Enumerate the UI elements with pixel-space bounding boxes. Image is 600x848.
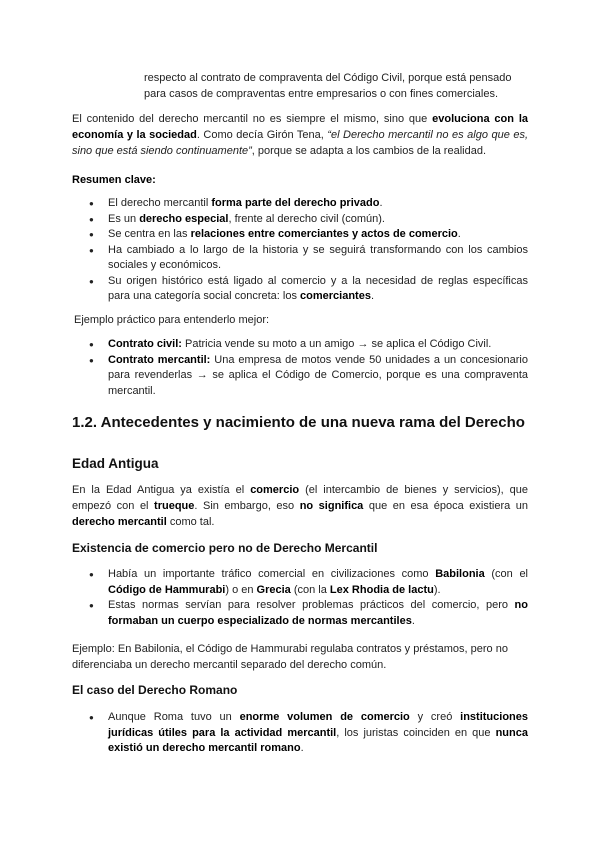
intro-line-2: para casos de compraventas entre empresarios o con fines comerciales. — [144, 88, 499, 100]
example-item-mercantil: ● Contrato mercantil: Una empresa de motos vende 50 unidades a un concesionario para revenderlas → se aplica el Código de Comercio, porque es una compraventa mercantil. — [72, 353, 528, 400]
giron-tena-quote: “el Derecho mercantil no es algo que es, sino que está siendo continuamente” — [72, 129, 528, 157]
summary-heading: Resumen clave: — [72, 174, 156, 186]
intro-line-1: respecto al contrato de compraventa del Código Civil, porque está pensado — [144, 72, 512, 84]
summary-item: ● Es un derecho especial, frente al derecho civil (común). — [72, 212, 528, 228]
evolution-paragraph — [72, 111, 528, 159]
example-item-civil: ● Contrato civil: Patricia vende su moto a un amigo → se aplica el Código Civil. — [72, 337, 528, 353]
evolution-text-3: , porque se adapta a los cambios de la realidad. — [251, 145, 487, 157]
subsection-title: Edad Antigua — [72, 456, 159, 471]
commerce-item: ● Estas normas servían para resolver problemas prácticos del comercio, pero no formaban un cuerpo especializado de normas mercantiles. — [72, 598, 528, 629]
example-list — [72, 337, 528, 399]
commerce-heading: Existencia de comercio pero no de Derecho Mercantil — [72, 541, 378, 555]
edad-antigua-paragraph: En la Edad Antigua ya existía el comercio (el intercambio de bienes y servicios), que empezó con el trueque. Sin embargo, eso no significa que en esa época existiera un derecho mercantil como tal. — [72, 484, 529, 528]
summary-item: ● El derecho mercantil forma parte del derecho privado. — [72, 196, 528, 212]
evolution-bold: evoluciona con la economía y la sociedad — [72, 113, 528, 141]
roman-item: ● Aunque Roma tuvo un enorme volumen de comercio y creó instituciones jurídicas útiles para la actividad mercantil, los juristas coinciden en que nunca existió un derecho mercantil romano. — [72, 710, 528, 757]
commerce-item: ● Había un importante tráfico comercial en civilizaciones como Babilonia (con el Código de Hammurabi) o en Grecia (con la Lex Rhodia de lactu). — [72, 567, 528, 598]
summary-item: ● Su origen histórico está ligado al comercio y a la necesidad de reglas específicas para una categoría social concreta: los comerciantes. — [72, 274, 528, 305]
example-intro: Ejemplo práctico para entenderlo mejor: — [74, 314, 270, 326]
summary-item: ● Se centra en las relaciones entre comerciantes y actos de comercio. — [72, 227, 528, 243]
roman-list — [72, 710, 528, 757]
section-title: 1.2. Antecedentes y nacimiento de una nueva rama del Derecho — [72, 414, 525, 431]
summary-item: ● Ha cambiado a lo largo de la historia y se seguirá transformando con los cambios sociales y económicos. — [72, 243, 528, 274]
babilonia-example: Ejemplo: En Babilonia, el Código de Hammurabi regulaba contratos y préstamos, pero no diferenciaba un derecho mercantil separado del derecho común. — [72, 643, 508, 671]
roman-heading: El caso del Derecho Romano — [72, 683, 238, 697]
evolution-text-1: El contenido del derecho mercantil no es siempre el mismo, sino que — [72, 113, 433, 125]
evolution-text-2: . Como decía Girón Tena, — [196, 129, 328, 141]
intro-continuation — [144, 70, 528, 102]
commerce-list — [72, 567, 528, 629]
summary-list — [72, 196, 528, 305]
